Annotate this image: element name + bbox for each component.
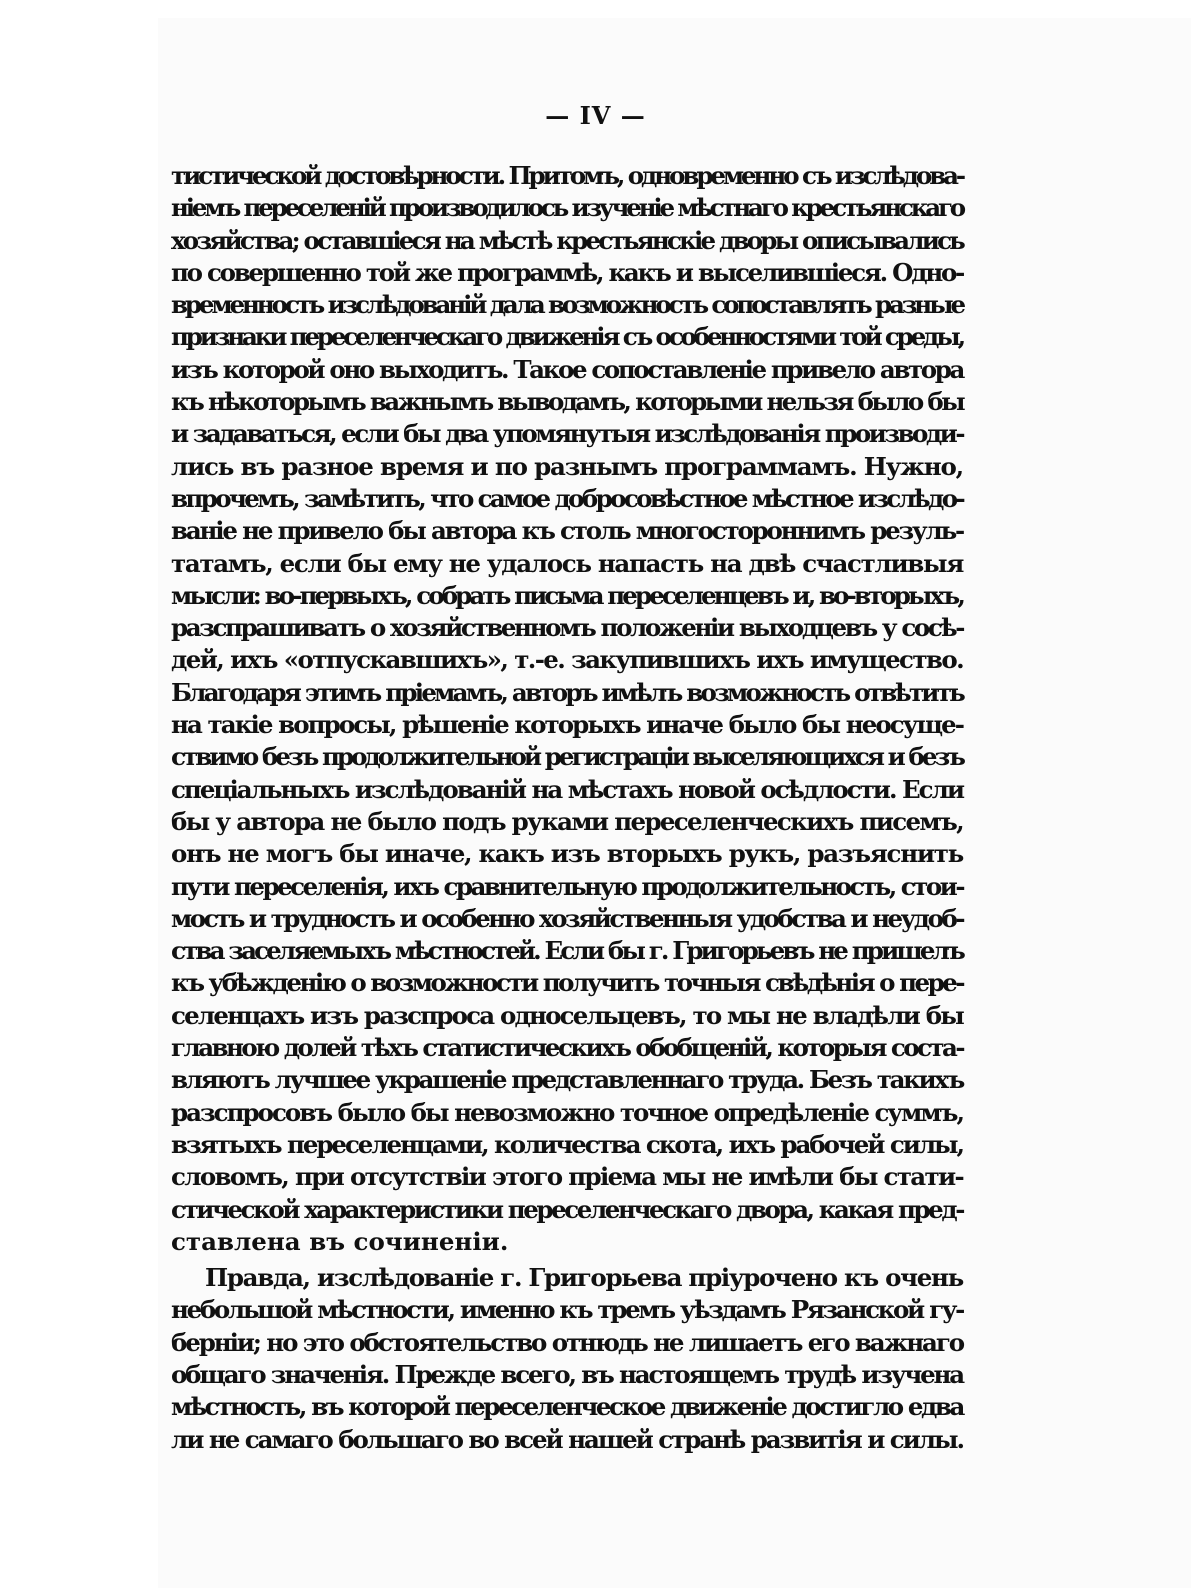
text-line: разспрашивать о хозяйственномъ положеніи выходцевъ у сосѣ- xyxy=(171,613,963,643)
paragraph-end-line: ставлена въ сочиненіи. xyxy=(171,1226,509,1256)
text-line: мость и трудность и особенно хозяйственныя удобства и неудоб- xyxy=(171,903,963,933)
text-line: стической характеристики переселенческаго двора, какая пред- xyxy=(171,1194,963,1224)
text-line: общаго значенія. Прежде всего, въ настоящемъ трудѣ изучена xyxy=(171,1359,963,1389)
paragraph-start-line: Правда, изслѣдованіе г. Григорьева пріурочено къ очень xyxy=(205,1263,963,1293)
text-line: татамъ, если бы ему не удалось напасть на двѣ счастливыя xyxy=(171,548,963,578)
text-line: изъ которой оно выходитъ. Такое сопоставленіе привело автора xyxy=(171,354,963,384)
text-line: словомъ, при отсутствіи этого пріема мы не имѣли бы стати- xyxy=(171,1162,963,1192)
text-line: ства заселяемыхъ мѣстностей. Если бы г. Григорьевъ не пришелъ xyxy=(171,936,963,966)
text-line: Благодаря этимъ пріемамъ, авторъ имѣлъ возможность отвѣтить xyxy=(171,677,963,707)
text-line: дей, ихъ «отпускавшихъ», т.-е. закупившихъ ихъ имущество. xyxy=(171,645,963,675)
body-text xyxy=(171,160,963,1456)
text-line: лись въ разное время и по разнымъ программамъ. Нужно, xyxy=(171,451,963,481)
text-line: на такіе вопросы, рѣшеніе которыхъ иначе было бы неосуще- xyxy=(171,710,963,740)
text-line: къ убѣжденію о возможности получить точныя свѣдѣнія о пере- xyxy=(171,968,963,998)
text-line: ствимо безъ продолжительной регистраціи выселяющихся и безъ xyxy=(171,742,963,772)
text-line: разспросовъ было бы невозможно точное опредѣленіе суммъ, xyxy=(171,1097,963,1127)
text-line: ніемъ переселеній производилось изученіе мѣстнаго крестьянскаго xyxy=(171,193,963,223)
text-line: онъ не могъ бы иначе, какъ изъ вторыхъ рукъ, разъяснить xyxy=(171,839,963,869)
text-line: главною долей тѣхъ статистическихъ обобщеній, которыя соста- xyxy=(171,1033,963,1063)
text-line: пути переселенія, ихъ сравнительную продолжительность, стои- xyxy=(171,871,963,901)
text-line: тистической достовѣрности. Притомъ, одновременно съ изслѣдова- xyxy=(171,161,963,190)
text-line: ваніе не привело бы автора къ столь многостороннимъ резуль- xyxy=(171,516,963,546)
text-line: хозяйства; оставшіеся на мѣстѣ крестьянскіе дворы описывались xyxy=(171,225,963,255)
text-line: берніи; но это обстоятельство отнюдь не лишаетъ его важнаго xyxy=(171,1327,963,1357)
text-line: вляютъ лучшее украшеніе представленнаго труда. Безъ такихъ xyxy=(171,1065,963,1095)
page-number-header: — IV — xyxy=(545,101,646,130)
text-line: временность изслѣдованій дала возможность сопоставлять разные xyxy=(171,290,963,320)
text-line: мѣстность, въ которой переселенческое движеніе достигло едва xyxy=(171,1392,963,1422)
text-line: впрочемъ, замѣтить, что самое добросовѣстное мѣстное изслѣдо- xyxy=(171,483,963,513)
text-line: признаки переселенческаго движенія съ особенностями той среды, xyxy=(171,322,964,352)
text-line: и задаваться, если бы два упомянутыя изслѣдованія производи- xyxy=(171,419,963,449)
text-line: ли не самаго большаго во всей нашей странѣ развитія и силы. xyxy=(171,1424,964,1454)
text-line: по совершенно той же программѣ, какъ и выселившіеся. Одно- xyxy=(171,257,963,287)
text-line: мысли: во-первыхъ, собрать письма переселенцевъ и, во-вторыхъ, xyxy=(171,580,963,610)
text-line: взятыхъ переселенцами, количества скота, ихъ рабочей силы, xyxy=(171,1129,963,1159)
text-line: бы у автора не было подъ руками переселенческихъ писемъ, xyxy=(171,806,963,836)
text-line: спеціальныхъ изслѣдованій на мѣстахъ новой осѣдлости. Если xyxy=(171,774,963,804)
text-line: небольшой мѣстности, именно къ тремъ уѣздамъ Рязанской гу- xyxy=(171,1295,963,1325)
text-line: селенцахъ изъ разспроса односельцевъ, то мы не владѣли бы xyxy=(171,1000,963,1030)
text-line: къ нѣкоторымъ важнымъ выводамъ, которыми нельзя было бы xyxy=(171,387,963,417)
